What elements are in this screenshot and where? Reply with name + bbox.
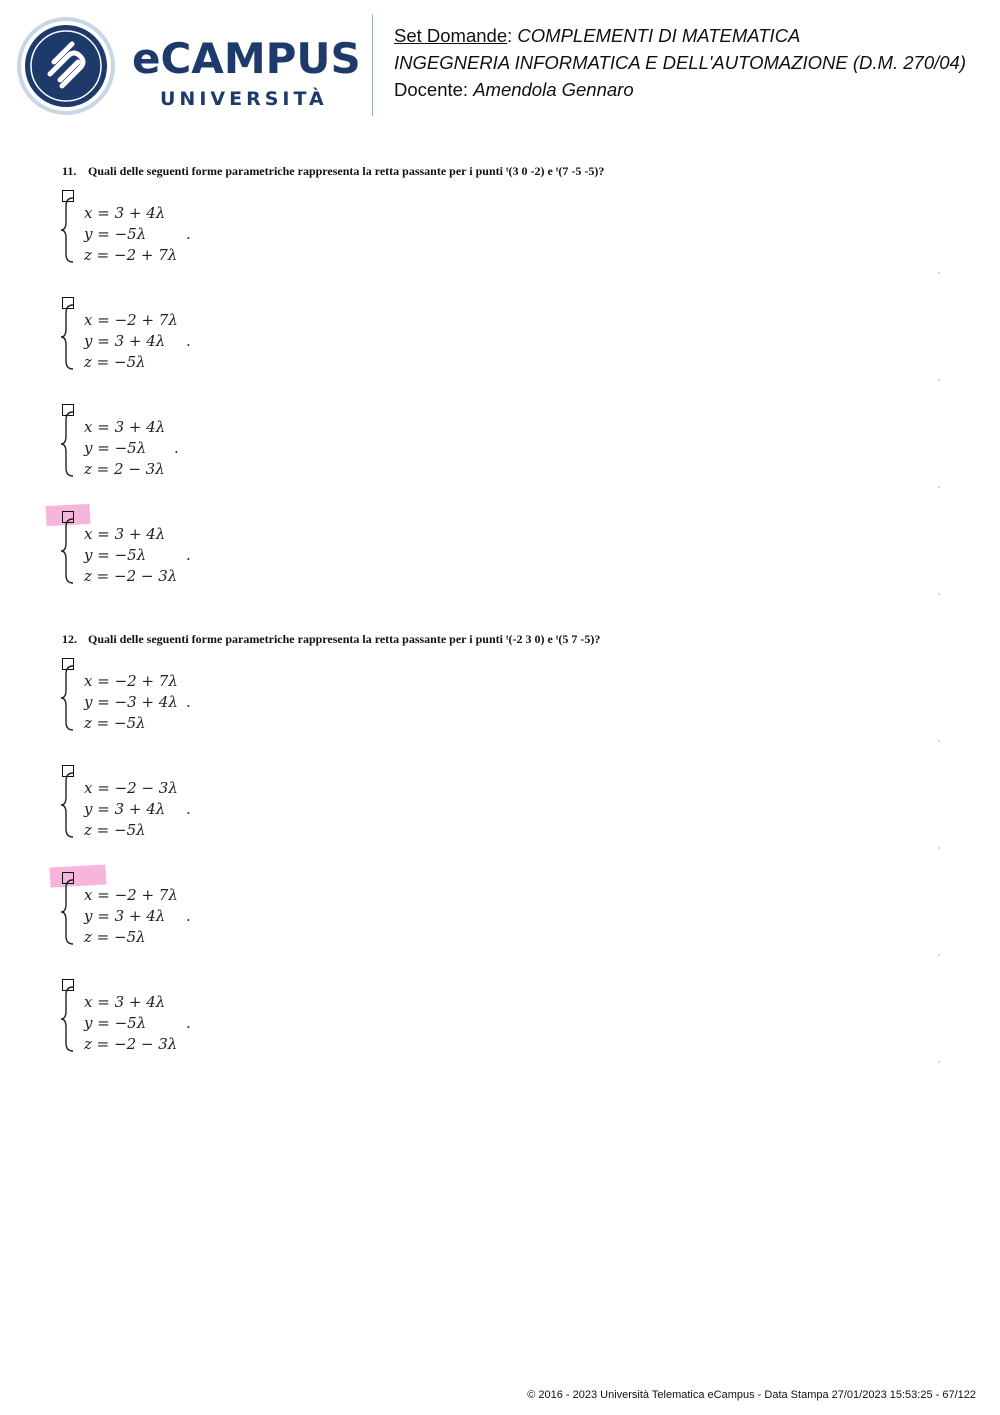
course-name: COMPLEMENTI DI MATEMATICA [517,25,801,46]
system-period: . [186,225,191,243]
equation-z: z = −5λ [84,353,146,371]
equation-y: y = −3 + 4λ [84,693,178,711]
equation-x: x = −2 + 7λ [84,672,178,690]
question-text: Quali delle seguenti forme parametriche rappresenta la retta passante per i punti ᵗ(3 0 -2) e ᵗ(7 -5 -5)? [88,164,605,178]
system-period: . [186,546,191,564]
system-period: . [174,439,179,457]
equation-x: x = 3 + 4λ [84,525,166,543]
left-brace-icon [60,517,76,585]
equation-z: z = 2 − 3λ [84,460,165,478]
q11-option-1[interactable] [60,190,940,290]
teacher-label: Docente: [394,79,474,100]
q11-option-3[interactable] [60,404,940,504]
teacher-name: Amendola Gennaro [473,79,634,100]
highlight-mark [50,865,107,888]
teacher-line [394,76,966,103]
equation-y: y = 3 + 4λ [84,907,166,925]
equation-y: y = −5λ [84,1014,147,1032]
equation-z: z = −5λ [84,821,146,839]
header-divider [372,14,373,116]
question-12-title [62,632,600,647]
left-brace-icon [60,196,76,264]
equation-z: z = −5λ [84,928,146,946]
equation-x: x = 3 + 4λ [84,418,166,436]
left-brace-icon [60,771,76,839]
separator-dot [938,593,940,595]
equation-x: x = −2 − 3λ [84,779,178,797]
q11-option-4[interactable] [60,511,940,611]
left-brace-icon [60,410,76,478]
left-brace-icon [60,664,76,732]
question-text: Quali delle seguenti forme parametriche rappresenta la retta passante per i punti ᵗ(-2 3 0) e ᵗ(5 7 -5)? [88,632,601,646]
separator-dot [938,379,940,381]
question-number: 12. [62,632,77,646]
q12-option-1[interactable] [60,658,940,758]
system-period: . [186,800,191,818]
set-label: Set Domande [394,25,508,46]
program-name: INGEGNERIA INFORMATICA E DELL'AUTOMAZIONE (D.M. 270/04) [394,52,966,73]
equation-y: y = −5λ [84,225,147,243]
equation-z: z = −2 + 7λ [84,246,178,264]
equation-z: z = −2 − 3λ [84,1035,178,1053]
system-period: . [186,693,191,711]
q12-option-3[interactable] [60,872,940,972]
q11-option-2[interactable] [60,297,940,397]
separator-dot [938,847,940,849]
logo-wordmark: eCAMPUS [132,34,361,83]
equation-x: x = 3 + 4λ [84,204,166,222]
equation-y: y = −5λ [84,439,147,457]
left-brace-icon [60,878,76,946]
ecampus-seal-logo [16,16,116,116]
question-number: 11. [62,164,77,178]
left-brace-icon [60,303,76,371]
q12-option-2[interactable] [60,765,940,865]
separator-dot [938,1061,940,1063]
equation-z: z = −2 − 3λ [84,567,178,585]
left-brace-icon [60,985,76,1053]
document-header [394,22,966,103]
equation-y: y = −5λ [84,546,147,564]
system-period: . [186,332,191,350]
equation-z: z = −5λ [84,714,146,732]
separator-dot [938,740,940,742]
equation-y: y = 3 + 4λ [84,332,166,350]
equation-y: y = 3 + 4λ [84,800,166,818]
separator-dot [938,954,940,956]
separator-dot [938,272,940,274]
equation-x: x = 3 + 4λ [84,993,166,1011]
set-line: Set Domande: COMPLEMENTI DI MATEMATICA [394,25,801,46]
question-11-title [62,164,604,179]
q12-option-4[interactable] [60,979,940,1079]
equation-x: x = −2 + 7λ [84,886,178,904]
system-period: . [186,907,191,925]
equation-x: x = −2 + 7λ [84,311,178,329]
separator-dot [938,486,940,488]
page-footer: © 2016 - 2023 Università Telematica eCampus - Data Stampa 27/01/2023 15:53:25 - 67/122 [527,1389,976,1401]
logo-subtitle: UNIVERSITÀ [160,88,328,110]
system-period: . [186,1014,191,1032]
